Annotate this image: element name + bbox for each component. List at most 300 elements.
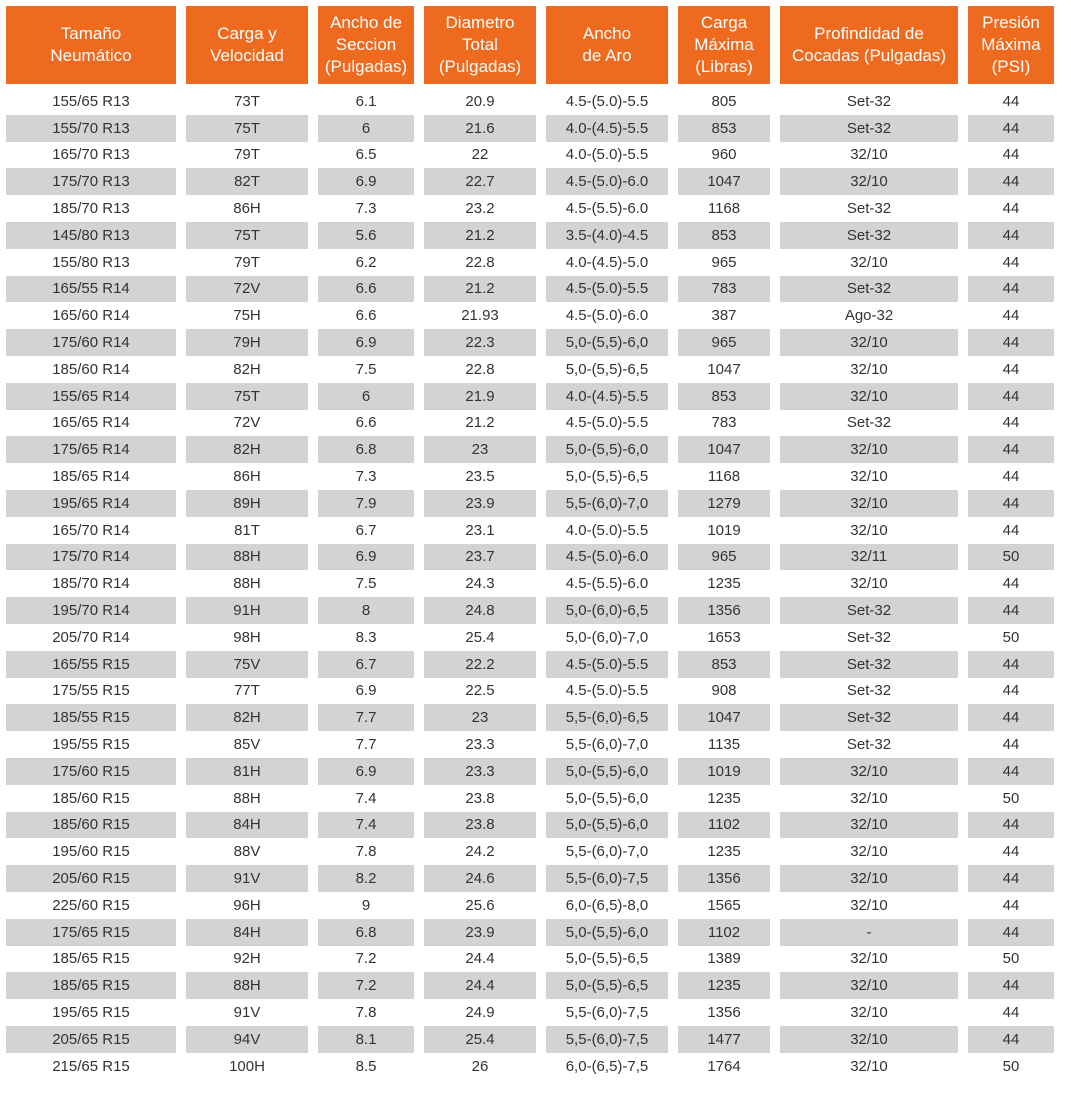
- table-cell: 44: [1002, 575, 1020, 593]
- table-cell: 8.3: [355, 628, 377, 646]
- table-cell: 82T: [186, 168, 308, 195]
- table-cell: 32/11: [780, 544, 958, 571]
- table-cell: 185/70 R14: [52, 575, 130, 593]
- table-cell: 75H: [233, 307, 261, 325]
- table-cell: 23.7: [424, 544, 536, 571]
- table-cell: 1047: [707, 360, 741, 378]
- table-cell: 44: [968, 812, 1054, 839]
- table-cell: 185/60 R15: [52, 789, 130, 807]
- table-cell: 32/10: [850, 468, 888, 486]
- table-cell: 185/70 R13: [52, 200, 130, 218]
- table-cell: 82H: [186, 436, 308, 463]
- table-cell: 7.4: [355, 789, 377, 807]
- table-row: [6, 463, 1054, 490]
- table-cell: 165/60 R14: [52, 307, 130, 325]
- table-cell: Set-32: [846, 92, 892, 110]
- table-cell: 185/65 R15: [6, 972, 176, 999]
- table-cell: 7.2: [318, 972, 414, 999]
- table-cell: 44: [1002, 843, 1020, 861]
- table-cell: 5,5-(6,0)-7,5: [565, 1003, 649, 1021]
- table-cell: Set-32: [780, 276, 958, 303]
- table-row: [6, 436, 1054, 463]
- table-cell: 175/60 R14: [6, 329, 176, 356]
- table-cell: 44: [968, 597, 1054, 624]
- table-cell: 81T: [234, 521, 260, 539]
- table-cell: 50: [1002, 789, 1020, 807]
- table-cell: 155/65 R14: [6, 383, 176, 410]
- table-cell: 24.2: [465, 843, 495, 861]
- table-cell: 32/10: [780, 383, 958, 410]
- table-cell: 32/10: [780, 758, 958, 785]
- table-cell: 225/60 R15: [52, 896, 130, 914]
- table-cell: 73T: [234, 92, 260, 110]
- table-row: [6, 490, 1054, 517]
- table-cell: 25.4: [465, 628, 495, 646]
- table-row: [6, 276, 1054, 303]
- table-cell: 72V: [233, 414, 261, 432]
- table-cell: 175/65 R14: [6, 436, 176, 463]
- table-cell: 175/55 R15: [52, 682, 130, 700]
- table-cell: 44: [968, 276, 1054, 303]
- table-cell: 5,5-(6,0)-7,0: [565, 843, 649, 861]
- table-cell: 1356: [707, 1003, 741, 1021]
- table-cell: 84H: [186, 919, 308, 946]
- header-tread-depth: Profindidad de Cocadas (Pulgadas): [780, 6, 958, 84]
- table-cell: 7.9: [318, 490, 414, 517]
- table-cell: 23.3: [465, 736, 495, 754]
- header-tire-size: Tamaño Neumático: [6, 6, 176, 84]
- table-cell: 5,0-(6,0)-7,0: [565, 628, 649, 646]
- table-cell: 22.7: [424, 168, 536, 195]
- table-cell: 7.7: [355, 736, 377, 754]
- table-cell: 50: [1002, 628, 1020, 646]
- table-cell: Set-32: [780, 115, 958, 142]
- table-cell: 84H: [186, 812, 308, 839]
- table-cell: 86H: [233, 200, 261, 218]
- table-cell: 7.2: [355, 950, 377, 968]
- table-cell: 32/10: [780, 865, 958, 892]
- table-cell: 5,5-(6,0)-7,0: [546, 490, 668, 517]
- table-cell: 175/70 R14: [6, 544, 176, 571]
- table-cell: 44: [1002, 736, 1020, 754]
- table-row: [6, 570, 1054, 597]
- table-cell: 6.1: [355, 92, 377, 110]
- table-cell: 4.5-(5.0)-5.5: [565, 414, 649, 432]
- table-cell: 23: [424, 704, 536, 731]
- table-cell: 91V: [233, 1003, 261, 1021]
- table-row: [6, 356, 1054, 383]
- table-cell: 23.9: [424, 490, 536, 517]
- table-row: [6, 249, 1054, 276]
- table-cell: 21.93: [461, 307, 499, 325]
- table-row: [6, 142, 1054, 169]
- table-cell: 44: [1002, 468, 1020, 486]
- table-cell: 7.7: [318, 704, 414, 731]
- table-cell: 82H: [233, 360, 261, 378]
- table-cell: 6: [318, 383, 414, 410]
- table-cell: 6.7: [355, 521, 377, 539]
- table-cell: 44: [968, 329, 1054, 356]
- table-row: [6, 678, 1054, 705]
- table-cell: Set-32: [780, 597, 958, 624]
- table-cell: 1653: [707, 628, 741, 646]
- table-cell: 5,0-(5,5)-6,0: [546, 436, 668, 463]
- table-cell: 853: [678, 651, 770, 678]
- table-cell: 24.9: [465, 1003, 495, 1021]
- table-cell: 91V: [186, 865, 308, 892]
- table-cell: 165/55 R14: [6, 276, 176, 303]
- table-cell: 6.9: [355, 682, 377, 700]
- table-cell: 6.8: [318, 919, 414, 946]
- table-cell: 22.5: [465, 682, 495, 700]
- table-cell: 185/60 R14: [52, 360, 130, 378]
- table-cell: 24.3: [465, 575, 495, 593]
- table-row: [6, 651, 1054, 678]
- table-cell: 387: [711, 307, 737, 325]
- table-cell: 165/70 R14: [52, 521, 130, 539]
- table-cell: 205/65 R15: [6, 1026, 176, 1053]
- table-cell: 44: [968, 490, 1054, 517]
- table-cell: 195/70 R14: [6, 597, 176, 624]
- table-cell: 79H: [186, 329, 308, 356]
- table-cell: 23: [424, 436, 536, 463]
- table-cell: 50: [968, 544, 1054, 571]
- table-cell: 44: [968, 115, 1054, 142]
- table-cell: 44: [968, 1026, 1054, 1053]
- table-row: [6, 892, 1054, 919]
- table-cell: 44: [1002, 521, 1020, 539]
- table-cell: 23.8: [465, 789, 495, 807]
- table-cell: 5,0-(5,5)-6,5: [546, 972, 668, 999]
- table-row: [6, 999, 1054, 1026]
- table-cell: 6.9: [318, 758, 414, 785]
- table-cell: 72V: [186, 276, 308, 303]
- table-cell: 1135: [707, 736, 741, 754]
- table-cell: 6.7: [318, 651, 414, 678]
- table-cell: 44: [968, 704, 1054, 731]
- table-row: [6, 785, 1054, 812]
- table-cell: 8.2: [318, 865, 414, 892]
- table-row: [6, 302, 1054, 329]
- table-cell: 1389: [707, 950, 741, 968]
- tire-spec-table: [0, 6, 1064, 1079]
- table-cell: 185/65 R14: [52, 468, 130, 486]
- table-cell: 22.8: [465, 253, 495, 271]
- table-cell: 1102: [678, 919, 770, 946]
- table-cell: 7.5: [355, 360, 377, 378]
- table-row: [6, 704, 1054, 731]
- table-cell: 5,0-(5,5)-6,0: [546, 919, 668, 946]
- table-cell: 44: [968, 383, 1054, 410]
- table-cell: Set-32: [846, 200, 892, 218]
- table-cell: 44: [1002, 414, 1020, 432]
- table-cell: 44: [1002, 896, 1020, 914]
- table-cell: 6.6: [355, 414, 377, 432]
- table-cell: 5,0-(5,5)-6,0: [546, 758, 668, 785]
- table-cell: 32/10: [780, 436, 958, 463]
- table-cell: 9: [361, 896, 371, 914]
- table-cell: 175/60 R15: [6, 758, 176, 785]
- header-max-pressure: Presión Máxima (PSI): [968, 6, 1054, 84]
- table-row: [6, 624, 1054, 651]
- table-row: [6, 115, 1054, 142]
- table-cell: 4.5-(5.0)-5.5: [546, 651, 668, 678]
- table-cell: 23.5: [465, 468, 495, 486]
- table-row: [6, 517, 1054, 544]
- table-cell: 165/55 R15: [6, 651, 176, 678]
- table-cell: 1565: [707, 896, 741, 914]
- table-cell: 92H: [233, 950, 261, 968]
- table-cell: 79T: [234, 146, 260, 164]
- table-cell: 5,0-(5,5)-6,0: [546, 329, 668, 356]
- table-cell: 1047: [678, 168, 770, 195]
- table-cell: 185/55 R15: [6, 704, 176, 731]
- table-cell: 853: [678, 222, 770, 249]
- table-row: [6, 222, 1054, 249]
- table-cell: 1356: [678, 597, 770, 624]
- table-cell: Set-32: [846, 414, 892, 432]
- table-cell: 23.8: [424, 812, 536, 839]
- table-row: [6, 838, 1054, 865]
- table-cell: 783: [678, 276, 770, 303]
- table-cell: 6,0-(6,5)-8,0: [565, 896, 649, 914]
- table-cell: 960: [711, 146, 737, 164]
- header-overall-diameter: Diametro Total (Pulgadas): [424, 6, 536, 84]
- table-cell: 32/10: [780, 812, 958, 839]
- table-cell: 24.4: [465, 950, 495, 968]
- table-cell: 24.6: [424, 865, 536, 892]
- table-cell: 7.8: [355, 1003, 377, 1021]
- header-max-load: Carga Máxima (Libras): [678, 6, 770, 84]
- table-row: [6, 383, 1054, 410]
- table-cell: 77T: [234, 682, 260, 700]
- table-cell: 44: [1002, 92, 1020, 110]
- table-cell: 205/60 R15: [6, 865, 176, 892]
- table-cell: 50: [1002, 1057, 1020, 1075]
- table-cell: 44: [1002, 360, 1020, 378]
- table-cell: 1764: [707, 1057, 741, 1075]
- table-cell: Set-32: [846, 682, 892, 700]
- table-cell: 88H: [233, 789, 261, 807]
- table-cell: 965: [678, 329, 770, 356]
- table-cell: 88V: [233, 843, 261, 861]
- table-row: [6, 865, 1054, 892]
- table-cell: 4.5-(5.0)-5.5: [546, 276, 668, 303]
- table-cell: 195/60 R15: [52, 843, 130, 861]
- table-cell: 1019: [678, 758, 770, 785]
- table-cell: 4.5-(5.0)-5.5: [565, 92, 649, 110]
- header-rim-width: Ancho de Aro: [546, 6, 668, 84]
- table-cell: 195/65 R14: [6, 490, 176, 517]
- table-cell: 7.5: [355, 575, 377, 593]
- header-section-width: Ancho de Seccion (Pulgadas): [318, 6, 414, 84]
- table-cell: 1356: [678, 865, 770, 892]
- table-cell: 32/10: [850, 360, 888, 378]
- table-cell: 32/10: [780, 1026, 958, 1053]
- table-cell: 7.4: [318, 812, 414, 839]
- table-cell: 25.4: [424, 1026, 536, 1053]
- table-cell: 7.3: [355, 468, 377, 486]
- table-cell: 6.6: [318, 276, 414, 303]
- table-cell: 44: [1002, 1003, 1020, 1021]
- table-cell: 5,0-(5,5)-6,5: [565, 950, 649, 968]
- table-cell: 44: [968, 436, 1054, 463]
- table-cell: 75T: [186, 222, 308, 249]
- table-cell: 44: [968, 168, 1054, 195]
- table-row: [6, 972, 1054, 999]
- table-cell: 6,0-(6,5)-7,5: [565, 1057, 649, 1075]
- table-cell: -: [780, 919, 958, 946]
- table-row: [6, 195, 1054, 222]
- table-cell: 4.0-(4.5)-5.5: [546, 383, 668, 410]
- table-row: [6, 544, 1054, 571]
- table-cell: 5,5-(6,0)-7,5: [546, 1026, 668, 1053]
- table-row: [6, 88, 1054, 115]
- table-cell: 32/10: [850, 789, 888, 807]
- table-cell: 4.0-(5.0)-5.5: [565, 146, 649, 164]
- table-cell: Set-32: [846, 736, 892, 754]
- table-cell: 88H: [233, 575, 261, 593]
- table-cell: 155/70 R13: [6, 115, 176, 142]
- table-cell: 32/10: [780, 168, 958, 195]
- table-cell: Ago-32: [844, 307, 894, 325]
- table-row: [6, 597, 1054, 624]
- table-cell: 4.5-(5.0)-5.5: [565, 682, 649, 700]
- table-cell: 25.6: [465, 896, 495, 914]
- table-cell: 32/10: [780, 329, 958, 356]
- table-cell: 44: [1002, 146, 1020, 164]
- table-cell: 185/60 R15: [6, 812, 176, 839]
- table-cell: 175/65 R15: [6, 919, 176, 946]
- table-cell: 98H: [233, 628, 261, 646]
- table-cell: 7.3: [355, 200, 377, 218]
- table-cell: 44: [968, 865, 1054, 892]
- table-cell: 32/10: [850, 896, 888, 914]
- table-cell: 4.5-(5.5)-6.0: [565, 575, 649, 593]
- table-cell: 86H: [233, 468, 261, 486]
- table-cell: 24.4: [424, 972, 536, 999]
- table-row: [6, 946, 1054, 973]
- table-cell: 908: [711, 682, 737, 700]
- table-cell: 88H: [186, 544, 308, 571]
- table-cell: 44: [1002, 200, 1020, 218]
- table-cell: 6: [318, 115, 414, 142]
- table-cell: 32/10: [850, 575, 888, 593]
- table-row: [6, 812, 1054, 839]
- table-cell: 5.6: [318, 222, 414, 249]
- table-cell: 44: [1002, 253, 1020, 271]
- table-cell: Set-32: [780, 222, 958, 249]
- table-cell: 195/65 R15: [52, 1003, 130, 1021]
- table-cell: 20.9: [465, 92, 495, 110]
- table-cell: 155/80 R13: [52, 253, 130, 271]
- table-cell: 1168: [707, 200, 741, 218]
- table-cell: 185/65 R15: [52, 950, 130, 968]
- table-cell: 6.8: [318, 436, 414, 463]
- table-cell: 32/10: [850, 1057, 888, 1075]
- table-cell: 44: [968, 222, 1054, 249]
- table-cell: 1047: [678, 704, 770, 731]
- table-row: [6, 1053, 1054, 1080]
- table-cell: 21.9: [424, 383, 536, 410]
- table-cell: Set-32: [780, 704, 958, 731]
- table-cell: 22.2: [424, 651, 536, 678]
- table-cell: 23.1: [465, 521, 495, 539]
- table-cell: 22: [471, 146, 489, 164]
- table-cell: 4.0-(4.5)-5.0: [565, 253, 649, 271]
- table-cell: 6.9: [318, 544, 414, 571]
- table-cell: 44: [1002, 307, 1020, 325]
- table-cell: 24.8: [424, 597, 536, 624]
- table-cell: 6.2: [355, 253, 377, 271]
- header-row: [6, 6, 1054, 84]
- table-cell: 1235: [707, 843, 741, 861]
- table-cell: 5,0-(5,5)-6,0: [565, 789, 649, 807]
- table-cell: 4.5-(5.0)-6.0: [546, 544, 668, 571]
- table-cell: 32/10: [850, 950, 888, 968]
- table-cell: 805: [711, 92, 737, 110]
- table-cell: 7.8: [355, 843, 377, 861]
- table-cell: 1168: [707, 468, 741, 486]
- table-cell: 965: [711, 253, 737, 271]
- table-cell: 75T: [186, 383, 308, 410]
- table-cell: 195/55 R15: [52, 736, 130, 754]
- table-cell: 1019: [707, 521, 741, 539]
- table-cell: 22.3: [424, 329, 536, 356]
- header-load-speed: Carga y Velocidad: [186, 6, 308, 84]
- table-cell: 44: [968, 651, 1054, 678]
- table-cell: 75V: [186, 651, 308, 678]
- table-cell: 81H: [186, 758, 308, 785]
- table-cell: 5,5-(6,0)-7,0: [565, 736, 649, 754]
- table-cell: 965: [678, 544, 770, 571]
- table-cell: 8.1: [318, 1026, 414, 1053]
- table-cell: 175/70 R13: [6, 168, 176, 195]
- table-cell: 5,5-(6,0)-7,5: [546, 865, 668, 892]
- table-cell: 44: [968, 758, 1054, 785]
- table-cell: 853: [678, 383, 770, 410]
- table-cell: 155/65 R13: [52, 92, 130, 110]
- table-cell: 32/10: [850, 146, 888, 164]
- table-cell: 32/10: [850, 843, 888, 861]
- table-cell: 5,5-(6,0)-6,5: [546, 704, 668, 731]
- table-cell: 50: [1002, 950, 1020, 968]
- table-cell: 26: [471, 1057, 489, 1075]
- table-cell: 82H: [186, 704, 308, 731]
- table-cell: Set-32: [846, 628, 892, 646]
- table-cell: 94V: [186, 1026, 308, 1053]
- table-cell: 5,0-(5,5)-6,5: [565, 468, 649, 486]
- table-cell: 44: [968, 972, 1054, 999]
- table-cell: 88H: [186, 972, 308, 999]
- table-cell: 96H: [233, 896, 261, 914]
- table-cell: Set-32: [780, 651, 958, 678]
- table-cell: 44: [1002, 682, 1020, 700]
- table-row: [6, 758, 1054, 785]
- table-cell: 5,0-(5,5)-6,0: [546, 812, 668, 839]
- table-cell: 4.5-(5.0)-6.0: [565, 307, 649, 325]
- table-cell: 4.5-(5.0)-6.0: [546, 168, 668, 195]
- table-cell: 165/70 R13: [52, 146, 130, 164]
- table-cell: 23.3: [424, 758, 536, 785]
- table-cell: 1477: [678, 1026, 770, 1053]
- table-row: [6, 919, 1054, 946]
- table-cell: 4.5-(5.5)-6.0: [565, 200, 649, 218]
- table-cell: 6.9: [318, 168, 414, 195]
- table-cell: 89H: [186, 490, 308, 517]
- table-cell: 783: [711, 414, 737, 432]
- table-cell: 1102: [678, 812, 770, 839]
